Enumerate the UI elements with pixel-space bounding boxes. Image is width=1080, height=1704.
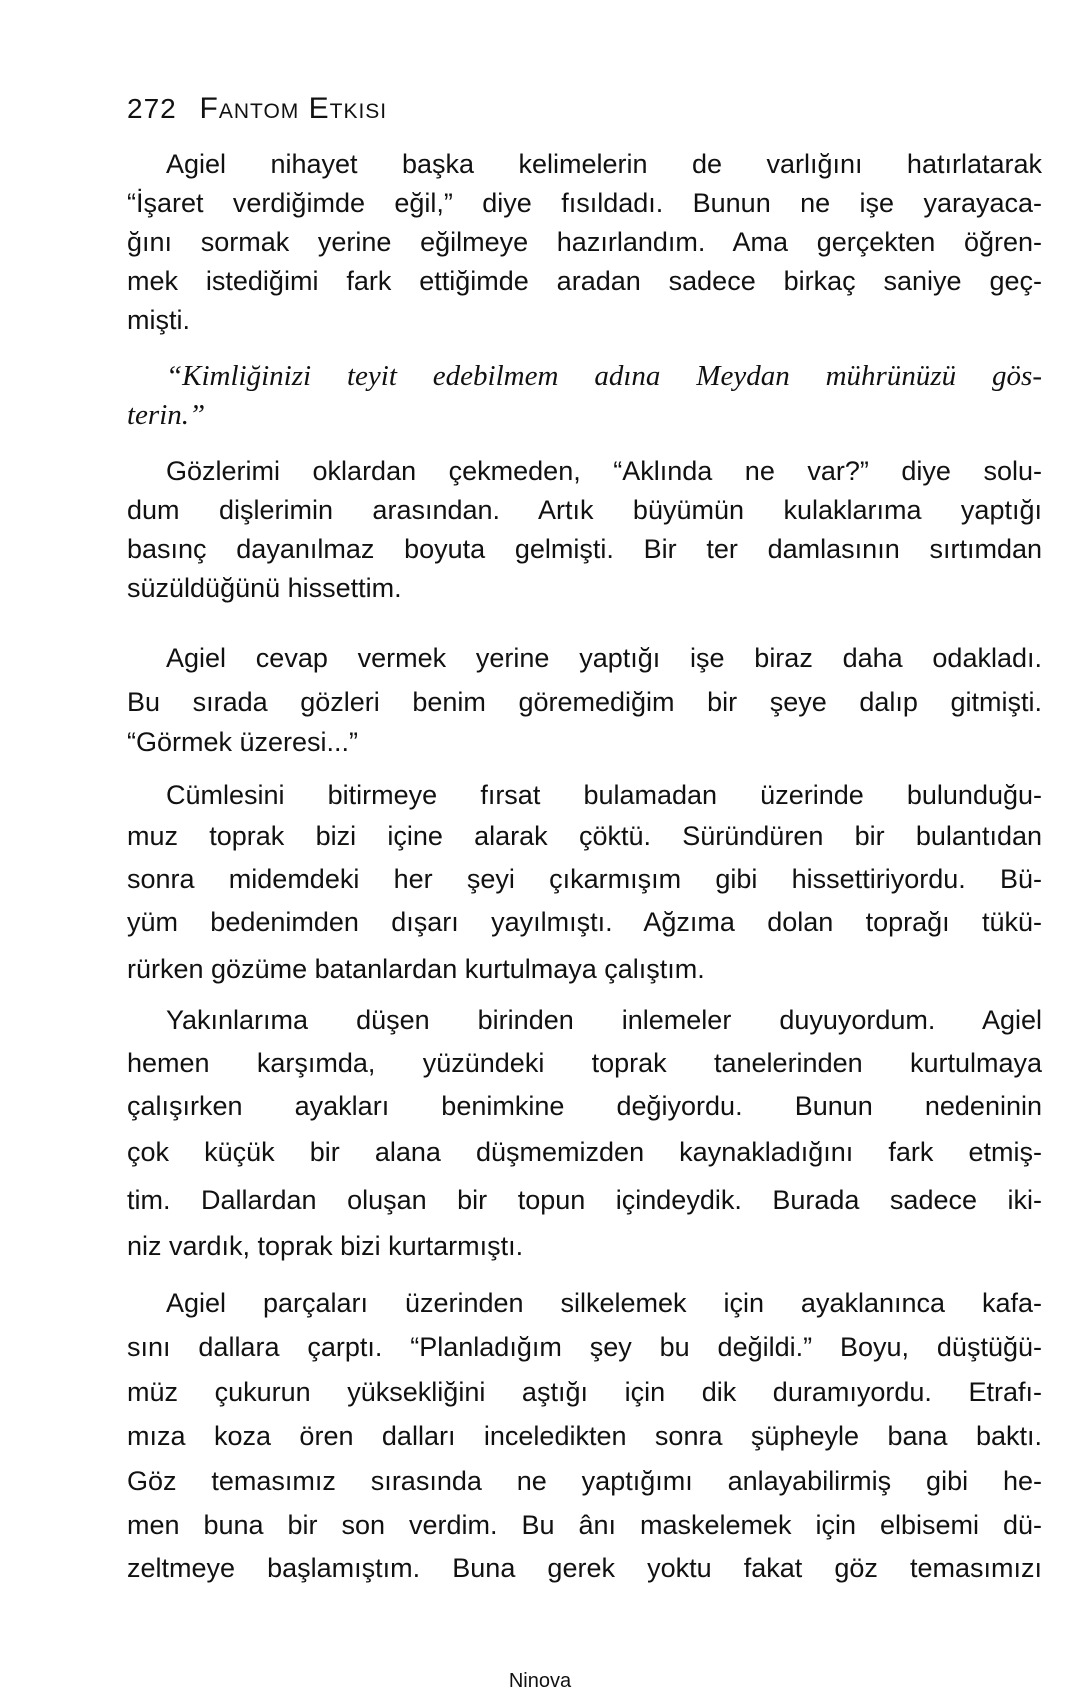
text-line: mişti. [127, 304, 190, 335]
text-line: muz toprak bizi içine alarak çöktü. Süründüren bir bulantıdan [127, 821, 1042, 851]
page-number: 272 [127, 93, 177, 124]
publisher-footer: Ninova [508, 1670, 572, 1692]
text-line: dum dişlerimin arasından. Artık büyümün kulaklarıma yaptığı [127, 494, 1042, 525]
text-line: mıza koza ören dalları inceledikten sonra şüpheyle bana baktı. [127, 1421, 1042, 1452]
text-line: basınç dayanılmaz boyuta gelmişti. Bir ter damlasının sırtımdan [127, 533, 1042, 564]
text-line: müz çukurun yüksekliğini aştığı için dik duramıyordu. Etrafı- [127, 1377, 1042, 1408]
running-header [127, 92, 387, 126]
text-line: “İşaret verdiğimde eğil,” diye fısıldadı. Bunun ne işe yarayaca- [127, 188, 1042, 219]
text-line: Agiel parçaları üzerinden silkelemek için ayaklanınca kafa- [166, 1287, 1042, 1318]
text-line: rürken gözüme batanlardan kurtulmaya çalıştım. [127, 953, 705, 984]
text-line: ğını sormak yerine eğilmeye hazırlandım. Ama gerçekten öğren- [127, 227, 1042, 257]
text-line: Yakınlarıma düşen birinden inlemeler duyuyordum. Agiel [166, 1004, 1042, 1035]
text-line: yüm bedenimden dışarı yayılmıştı. Ağzıma dolan toprağı tükü- [127, 907, 1042, 938]
text-line: Agiel nihayet başka kelimelerin de varlığını hatırlatarak [166, 149, 1042, 180]
text-line: Gözlerimi oklardan çekmeden, “Aklında ne var?” diye solu- [166, 455, 1042, 486]
text-line: niz vardık, toprak bizi kurtarmıştı. [127, 1231, 524, 1262]
book-title: Fantom Etkisi [199, 92, 388, 125]
text-line: hemen karşımda, yüzündeki toprak tanelerinden kurtulmaya [127, 1047, 1042, 1078]
text-line: zeltmeye başlamıştım. Buna gerek yoktu fakat göz temasımızı [127, 1553, 1042, 1584]
text-line: Agiel cevap vermek yerine yaptığı işe biraz daha odakladı. [166, 642, 1042, 673]
text-line: Cümlesini bitirmeye fırsat bulamadan üzerinde bulunduğu- [166, 779, 1042, 810]
text-line: Bu sırada gözleri benim göremediğim bir şeye dalıp gitmişti. [127, 687, 1042, 718]
text-line: men buna bir son verdim. Bu ânı maskelemek için elbisemi dü- [127, 1510, 1042, 1541]
text-line: Göz temasımız sırasında ne yaptığımı anlayabilirmiş gibi he- [127, 1465, 1042, 1496]
text-line: terin.” [127, 398, 206, 431]
text-line: süzüldüğünü hissettim. [127, 572, 402, 603]
text-line: sonra midemdeki her şeyi çıkarmışım gibi hissettiriyordu. Bü- [127, 864, 1042, 895]
text-line: çok küçük bir alana düşmemizden kaynakladığını fark etmiş- [127, 1137, 1042, 1168]
text-line: “Görmek üzeresi...” [127, 727, 359, 758]
text-line: sını dallara çarptı. “Planladığım şey bu değildi.” Boyu, düştüğü- [127, 1331, 1042, 1362]
text-line: “Kimliğinizi teyit edebilmem adına Meydan mührünüzü gös- [166, 359, 1042, 392]
text-line: mek istediğimi fark ettiğimde aradan sadece birkaç saniye geç- [127, 265, 1042, 296]
text-line: tim. Dallardan oluşan bir topun içindeydik. Burada sadece iki- [127, 1184, 1042, 1215]
text-line: çalışırken ayakları benimkine değiyordu. Bunun nedeninin [127, 1091, 1042, 1121]
